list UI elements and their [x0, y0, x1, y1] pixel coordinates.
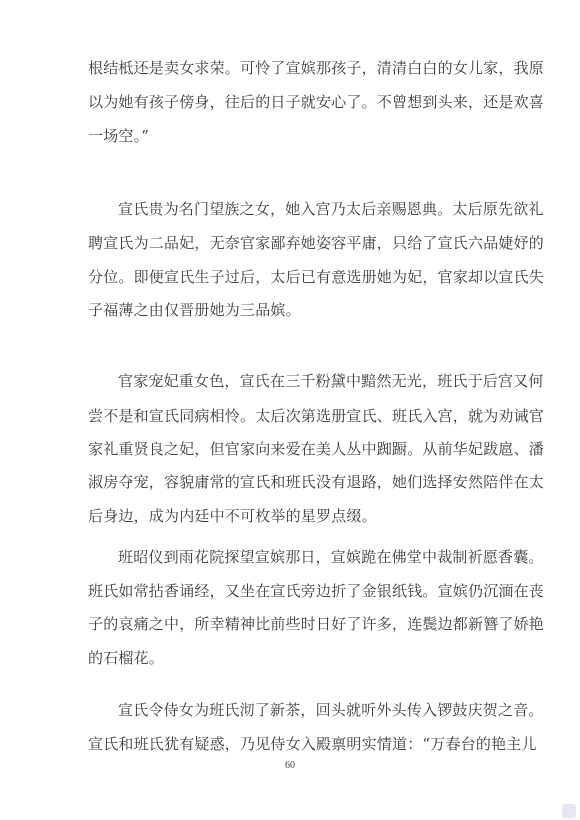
text-line: 子的哀痛之中，所幸精神比前些时日好了许多，连鬓边都新簪了娇艳 [88, 615, 545, 633]
text-line: 一场空。” [88, 127, 150, 145]
page-number: 60 [285, 760, 295, 771]
text-line: 聘宣氏为二品妃，无奈官家鄙弃她姿容平庸，只给了宣氏六品婕妤的 [88, 234, 545, 252]
text-line: 家礼重贤良之妃，但官家向来爱在美人丛中踟蹰。从前华妃跋扈、潘 [88, 440, 545, 458]
text-line: 宣氏和班氏犹有疑惑，乃见侍女入殿禀明实情道：“万春台的艳主儿 [88, 735, 537, 753]
text-line: 的石榴花。 [88, 649, 165, 667]
text-line: 班氏如常拈香诵经，又坐在宣氏旁边折了金银纸钱。宣嫔仍沉湎在丧 [88, 582, 545, 600]
text-line: 淑房夺宠，容貌庸常的宣氏和班氏没有退路，她们选择安然陪伴在太 [88, 473, 545, 491]
text-line: 宣氏令侍女为班氏沏了新茶，回头就听外头传入锣鼓庆贺之音。 [118, 701, 544, 719]
text-line: 分位。即便宣氏生子过后，太后已有意选册她为妃，官家却以宣氏失 [88, 268, 545, 286]
text-line: 班昭仪到雨花院探望宣嫔那日，宣嫔跪在佛堂中裁制祈愿香囊。 [118, 548, 544, 566]
text-line: 宣氏贵为名门望族之女，她入宫乃太后亲赐恩典。太后原先欲礼 [118, 200, 544, 218]
corner-badge-icon [562, 804, 576, 818]
text-line: 后身边，成为内廷中不可枚举的星罗点缀。 [88, 507, 377, 525]
text-line: 官家宠妃重女色，宣氏在三千粉黛中黯然无光，班氏于后宫又何 [118, 372, 544, 390]
text-line: 尝不是和宣氏同病相怜。太后次第选册宣氏、班氏入宫，就为劝诫官 [88, 407, 545, 425]
text-line: 子福薄之由仅晋册她为三品嫔。 [88, 301, 301, 319]
text-line: 根结柢还是卖女求荣。可怜了宣嫔那孩子，清清白白的女儿家，我原 [88, 59, 545, 77]
text-line: 以为她有孩子傍身，往后的日子就安心了。不曾想到头来，还是欢喜 [88, 93, 545, 111]
